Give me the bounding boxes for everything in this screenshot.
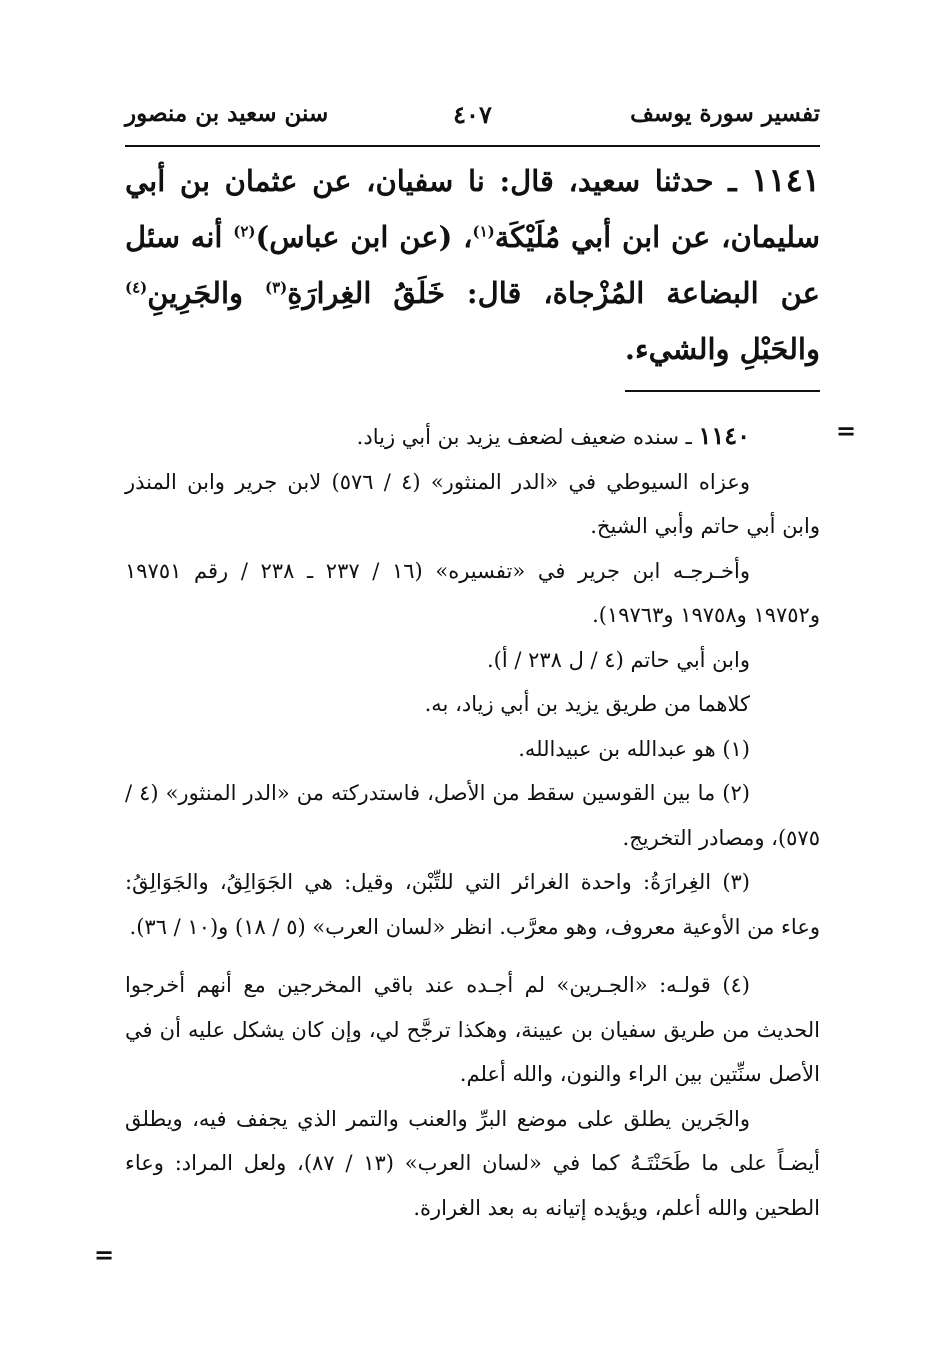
hadith-number: ١١٤١ — [751, 161, 820, 199]
footnote-separator — [625, 390, 820, 392]
hadith-text-part3: أنه سئل عن البضاعة المُزْجاة، قال: خَلَقُ الغِرارَةِ — [125, 220, 820, 310]
hadith-text — [125, 152, 820, 377]
footnote-ref-1: (١) — [472, 222, 495, 241]
spacer — [125, 949, 820, 963]
footnote-2: (٢) ما بين القوسين سقط من الأصل، فاستدركته من «الدر المنثور» (٤ / ٥٧٥)، ومصادر التخريج. — [125, 781, 820, 850]
header-book-title: سنن سعيد بن منصور — [125, 100, 329, 127]
hadith-text-part4: والجَرِينِ — [147, 276, 265, 310]
hadith-text-part1: حدثنا سعيد، قال: نا سفيان، عن عثمان بن أبي سليمان، عن ابن أبي مُلَيْكَة — [125, 164, 821, 254]
footnote-4: (٤) قولـه: «الجـرين» لم أجـده عند باقي المخرجين مع أنهم أخرجوا الحديث من طريق سفيان بن عيينة، وهكذا ترجَّح لي، وإن كان يشكل عليه أن في الأصل سنِّتين بين الراء والنون، والله أعلم. — [125, 973, 820, 1086]
hadith-text-part5: والحَبْلِ والشيء. — [624, 332, 820, 366]
note-paragraph: وعزاه السيوطي في «الدر المنثور» (٤ / ٥٧٦) لابن جرير وابن المنذر وابن أبي حاتم وأبي الشيخ. — [125, 469, 820, 538]
header-rule — [125, 145, 820, 147]
footnote-ref-4: (٤) — [125, 278, 148, 297]
hadith-dash: ـ — [728, 164, 737, 198]
hadith-text-part2: ، (عن ابن عباس) — [255, 220, 473, 254]
footnote-1: (١) هو عبدالله بن عبيدالله. — [518, 736, 750, 761]
continuation-mark: = — [836, 416, 857, 445]
running-header — [125, 100, 820, 142]
note-paragraph: كلاهما من طريق يزيد بن أبي زياد، به. — [424, 692, 750, 716]
footnote-3: (٣) الغِرارَةُ: واحدة الغرائر التي للتِّبْن، وقيل: هي الجَوَالِقُ، والجَوَالِقُ: وعاء من الأوعية معروف، وهو معرَّب. انظر «لسان العرب» (٥ / ١٨) و(١٠ / ٣٦). — [125, 870, 820, 939]
note-1140-number: ١١٤٠ — [698, 421, 750, 450]
page-number: ٤٠٧ — [453, 100, 492, 129]
footnotes — [125, 414, 820, 1230]
note-paragraph: وابن أبي حاتم (٤ / ل ٢٣٨ / أ). — [486, 647, 750, 672]
footnote-ref-2: (٢) — [233, 222, 256, 241]
continuation-mark: = — [94, 1240, 115, 1269]
footnote-ref-3: (٣) — [264, 278, 288, 297]
footnote-4-continued: والجَرين يطلق على موضع البرِّ والعنب والتمر الذي يجفف فيه، ويطلق أيضـاً على ما طَحَنْتَـهُ كما في «لسان العرب» (١٣ / ٨٧)، ولعل المراد: وعاء الطحين والله أعلم، ويؤيده إتيانه به بعد الغرارة. — [125, 1106, 820, 1220]
note-1140 — [125, 414, 820, 460]
header-surah-title: تفسير سورة يوسف — [630, 100, 820, 127]
note-1140-text: ـ سنده ضعيف لضعف يزيد بن أبي زياد. — [356, 425, 692, 449]
note-paragraph: وأخـرجـه ابن جرير في «تفسيره» (١٦ / ٢٣٧ ـ ٢٣٨ / رقم ١٩٧٥١ و١٩٧٥٢ و١٩٧٥٨ و١٩٧٦٣). — [125, 558, 820, 627]
